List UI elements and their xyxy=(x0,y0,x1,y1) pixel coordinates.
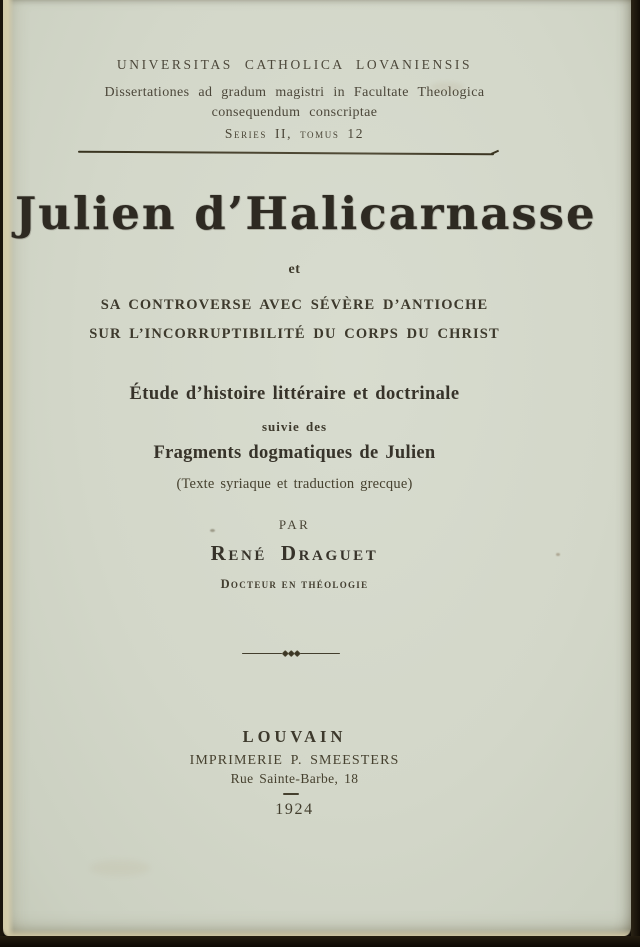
imprint-printer: IMPRIMERIE P. SMEESTERS xyxy=(189,753,400,768)
scan-edge-right xyxy=(631,0,640,947)
series-volume-line: Series II, tomus 12 xyxy=(224,126,365,141)
subtitle-line2: SUR L’INCORRUPTIBILITÉ DU CORPS DU CHRIST xyxy=(89,326,500,342)
study-description: Étude d’histoire littéraire et doctrinale xyxy=(129,384,460,404)
scan-edge-left xyxy=(0,0,3,947)
dissertation-note-line1: Dissertationes ad gradum magistri in Facultate Theologica xyxy=(104,85,485,100)
dissertation-note-line2: consequendum conscriptae xyxy=(211,105,378,120)
page-title: Julien d’Halicarnasse xyxy=(15,187,597,240)
scan-edge-bottom xyxy=(0,936,640,947)
imprint-dash-rule xyxy=(283,793,299,795)
conjunction-et: et xyxy=(288,262,301,277)
followed-by-note: suivie des xyxy=(261,419,328,434)
author-degree: Docteur en théologie xyxy=(220,577,369,591)
divider-ornament-icon xyxy=(242,650,340,657)
subtitle-line1: SA CONTROVERSE AVEC SÉVÈRE D’ANTIOCHE xyxy=(100,297,489,313)
text-language-note: (Texte syriaque et traduction grecque) xyxy=(176,476,413,492)
author-name: René Draguet xyxy=(210,541,379,565)
fragments-title: Fragments dogmatiques de Julien xyxy=(153,443,436,463)
imprint-address: Rue Sainte-Barbe, 18 xyxy=(230,771,359,786)
imprint-year: 1924 xyxy=(275,801,314,818)
university-name: UNIVERSITAS CATHOLICA LOVANIENSIS xyxy=(116,57,473,72)
imprint-city: LOUVAIN xyxy=(242,727,347,746)
by-label: PAR xyxy=(278,517,311,532)
